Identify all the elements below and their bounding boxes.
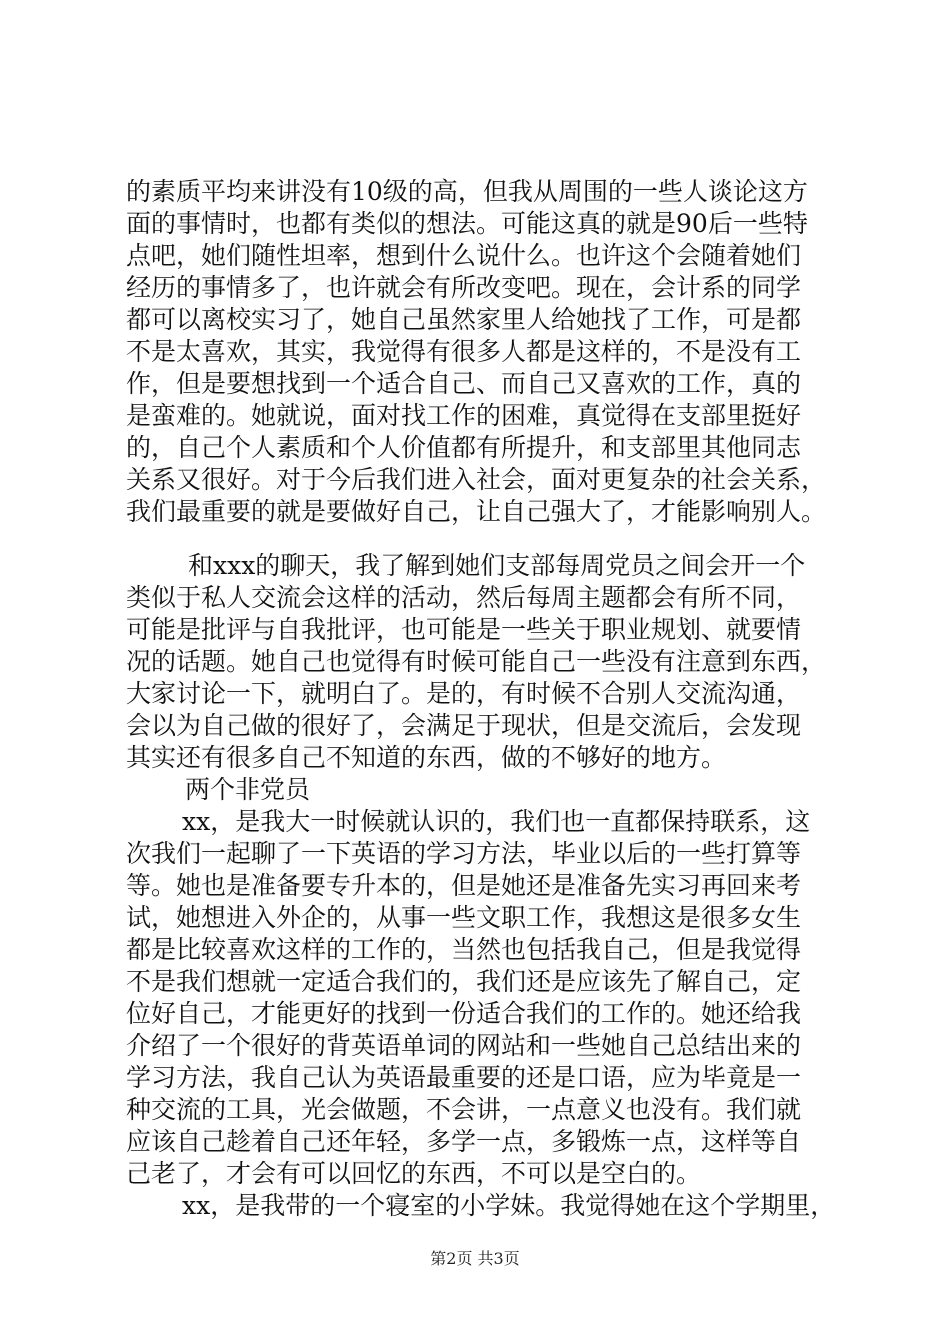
paragraph-1-line: 作，但是要想找到一个适合自己、而自己又喜欢的工作，真的 (126, 369, 802, 398)
paragraph-3-line: 种交流的工具，光会做题，不会讲，一点意义也没有。我们就 (126, 1095, 802, 1124)
paragraph-1-line: 关系又很好。对于今后我们进入社会，面对更复杂的社会关系， (126, 465, 827, 494)
paragraph-3-line: 己老了，才会有可以回忆的东西，不可以是空白的。 (126, 1159, 702, 1188)
paragraph-4-line: xx，是我带的一个寝室的小学妹。我觉得她在这个学期里， (182, 1191, 836, 1220)
paragraph-3-line: 位好自己，才能更好的找到一份适合我们的工作的。她还给我 (126, 999, 802, 1028)
paragraph-1-line: 不是太喜欢，其实，我觉得有很多人都是这样的，不是没有工 (126, 337, 802, 366)
page-footer: 第2页 共3页 (430, 1249, 520, 1268)
section-heading: 两个非党员 (185, 775, 311, 804)
paragraph-2-line: 类似于私人交流会这样的活动，然后每周主题都会有所不同， (126, 583, 802, 612)
paragraph-3-line: 应该自己趁着自己还年轻，多学一点，多锻炼一点，这样等自 (126, 1127, 802, 1156)
paragraph-3-line: 不是我们想就一定适合我们的，我们还是应该先了解自己，定 (126, 967, 802, 996)
paragraph-3-line: 介绍了一个很好的背英语单词的网站和一些她自己总结出来的 (126, 1031, 802, 1060)
paragraph-1-line: 经历的事情多了，也许就会有所改变吧。现在，会计系的同学 (126, 273, 802, 302)
paragraph-1-line: 都可以离校实习了，她自己虽然家里人给她找了工作，可是都 (126, 305, 802, 334)
paragraph-1-line: 是蛮难的。她就说，面对找工作的困难，真觉得在支部里挺好 (126, 401, 802, 430)
paragraph-2-line: 可能是批评与自我批评，也可能是一些关于职业规划、就要情 (126, 615, 802, 644)
paragraph-2-line: 会以为自己做的很好了，会满足于现状，但是交流后，会发现 (126, 711, 802, 740)
paragraph-1-line: 的素质平均来讲没有10级的高，但我从周围的一些人谈论这方 (126, 177, 808, 206)
paragraph-1-line: 的，自己个人素质和个人价值都有所提升，和支部里其他同志 (126, 433, 802, 462)
paragraph-3-line: 学习方法，我自己认为英语最重要的还是口语，应为毕竟是一 (126, 1063, 802, 1092)
paragraph-3-line: 等。她也是准备要专升本的，但是她还是准备先实习再回来考 (126, 871, 802, 900)
paragraph-2-line: 况的话题。她自己也觉得有时候可能自己一些没有注意到东西， (126, 647, 827, 676)
paragraph-3-line: 试，她想进入外企的，从事一些文职工作，我想这是很多女生 (126, 903, 802, 932)
paragraph-1-line: 点吧，她们随性坦率，想到什么说什么。也许这个会随着她们 (126, 241, 802, 270)
paragraph-2-line: 和xxx的聊天，我了解到她们支部每周党员之间会开一个 (188, 551, 806, 580)
paragraph-3-line: 次我们一起聊了一下英语的学习方法，毕业以后的一些打算等 (126, 839, 802, 868)
paragraph-3-line: xx，是我大一时候就认识的，我们也一直都保持联系，这 (182, 807, 811, 836)
paragraph-1-line: 面的事情时，也都有类似的想法。可能这真的就是90后一些特 (126, 209, 808, 238)
paragraph-2-line: 大家讨论一下，就明白了。是的，有时候不合别人交流沟通， (126, 679, 802, 708)
paragraph-2-line: 其实还有很多自己不知道的东西，做的不够好的地方。 (126, 743, 727, 772)
paragraph-3-line: 都是比较喜欢这样的工作的，当然也包括我自己，但是我觉得 (126, 935, 802, 964)
paragraph-1-line: 我们最重要的就是要做好自己，让自己强大了，才能影响别人。 (126, 497, 827, 526)
